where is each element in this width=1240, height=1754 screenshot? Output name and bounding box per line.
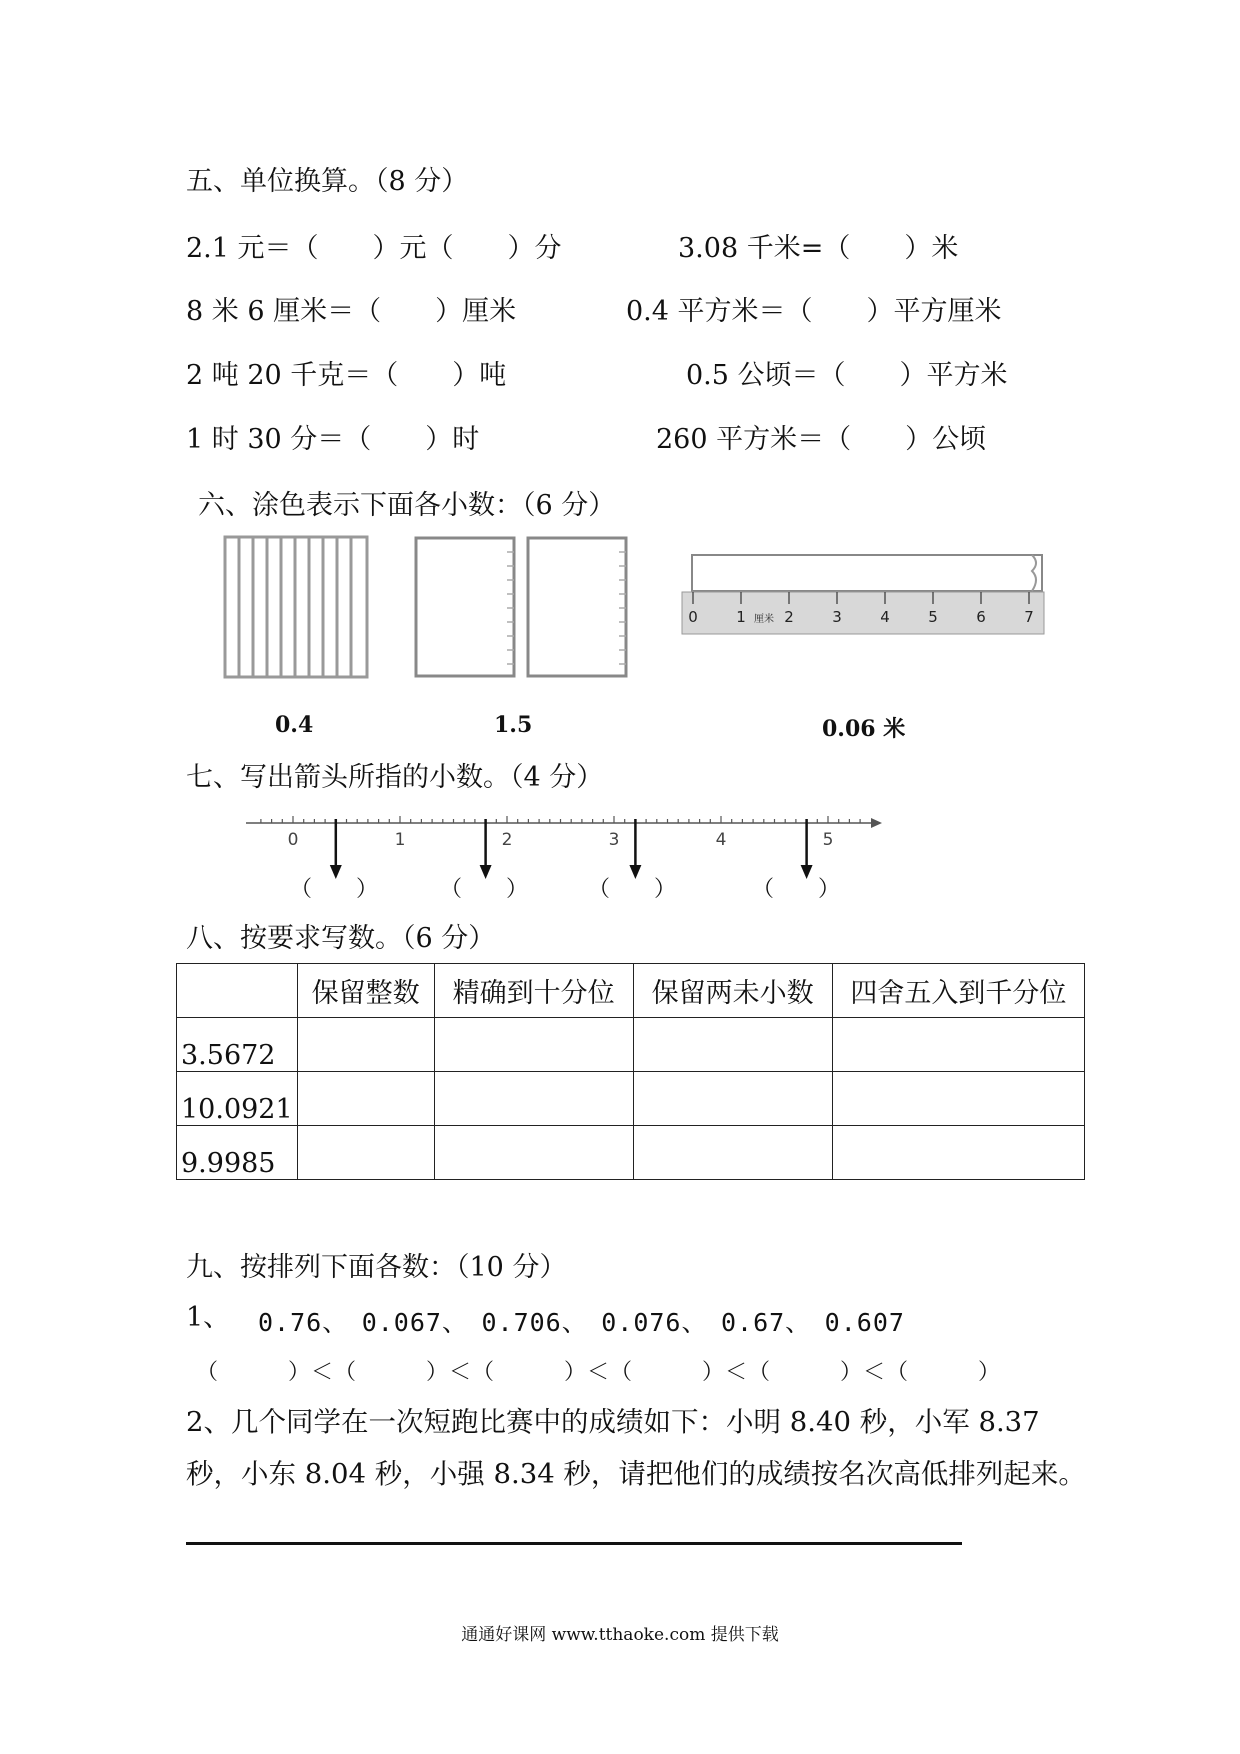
answer-cell[interactable] [434, 1072, 633, 1126]
ruler-figure [680, 554, 1046, 636]
conversion-item-3: 8 米 6 厘米＝（ ）厘米 [186, 296, 517, 327]
number-line-label-2: 2 [501, 830, 513, 850]
square-pair-figure [415, 536, 637, 678]
q2-text-line2: 秒，小东 8.04 秒，小强 8.34 秒，请把他们的成绩按名次高低排列起来。 [186, 1458, 1086, 1490]
axis-arrowhead [871, 818, 882, 828]
section8-heading: 八、按要求写数。（6 分） [186, 923, 496, 954]
answer-cell[interactable] [633, 1126, 832, 1180]
ruler-unit: 厘米 [754, 614, 774, 625]
footer-text: 通通好课网 www.tthaoke.com 提供下载 [461, 1625, 779, 1645]
section9-heading: 九、按排列下面各数：（10 分） [186, 1252, 567, 1283]
answer-cell[interactable] [297, 1018, 434, 1072]
answer-cell[interactable] [434, 1018, 633, 1072]
ruler-tick-1: 1 [736, 608, 746, 626]
figure-label-3: 0.06 米 [822, 716, 906, 742]
answer-cell[interactable] [832, 1126, 1084, 1180]
number-line-label-0: 0 [287, 830, 299, 850]
rounding-table [176, 963, 1085, 1180]
conversion-item-1: 2.1 元＝（ ）元（ ）分 [186, 233, 562, 264]
answer-cell[interactable] [633, 1018, 832, 1072]
q1-answer-blanks: （ ）＜（ ）＜（ ）＜（ ）＜（ ）＜（ ） [196, 1360, 1002, 1385]
ruler-tick-2: 2 [784, 608, 794, 626]
table-header-cell [177, 964, 298, 1018]
q1-label: 1、 [186, 1302, 231, 1333]
conversion-item-8: 260 平方米＝（ ）公顷 [656, 424, 987, 455]
number-line-label-3: 3 [608, 830, 620, 850]
conversion-item-6: 0.5 公顷＝（ ）平方米 [686, 360, 1008, 391]
ruler-tick-3: 3 [832, 608, 842, 626]
answer-cell[interactable] [297, 1126, 434, 1180]
ruler-tick-6: 6 [976, 608, 986, 626]
ruler-tick-5: 5 [928, 608, 938, 626]
ruler-tick-7: 7 [1024, 608, 1034, 626]
arrow-answer-blank-2: （ ） [440, 877, 529, 902]
answer-line[interactable] [186, 1542, 962, 1545]
section5-heading: 五、单位换算。（8 分） [186, 166, 469, 197]
answer-cell[interactable] [832, 1018, 1084, 1072]
row-number: 9.9985 [177, 1126, 298, 1180]
row-number: 3.5672 [177, 1018, 298, 1072]
q2-text-line1: 2、几个同学在一次短跑比赛中的成绩如下：小明 8.40 秒，小军 8.37 [186, 1406, 1040, 1438]
conversion-item-4: 0.4 平方米＝（ ）平方厘米 [626, 296, 1002, 327]
section6-heading: 六、涂色表示下面各小数：（6 分） [198, 490, 616, 521]
table-header-cell: 保留两未小数 [633, 964, 832, 1018]
ruler-tick-0: 0 [688, 608, 698, 626]
tenths-strip-figure [224, 536, 369, 678]
table-row [177, 1126, 1085, 1180]
table-header-cell: 四舍五入到千分位 [832, 964, 1084, 1018]
arrow-answer-blank-4: （ ） [752, 877, 841, 902]
table-header-row [177, 964, 1085, 1018]
ruler-tick-4: 4 [880, 608, 890, 626]
table-row [177, 1072, 1085, 1126]
answer-cell[interactable] [434, 1126, 633, 1180]
section7-heading: 七、写出箭头所指的小数。（4 分） [186, 762, 604, 793]
figure-label-1: 0.4 [275, 712, 314, 738]
number-line-label-1: 1 [394, 830, 406, 850]
q1-numbers: 0.76、 0.067、 0.706、 0.076、 0.67、 0.607 [258, 1308, 905, 1337]
number-line-label-5: 5 [822, 830, 834, 850]
arrow-answer-blank-1: （ ） [290, 877, 379, 902]
answer-cell[interactable] [832, 1072, 1084, 1126]
conversion-item-7: 1 时 30 分＝（ ）时 [186, 424, 480, 455]
answer-cell[interactable] [633, 1072, 832, 1126]
table-header-cell: 保留整数 [297, 964, 434, 1018]
figure-label-2: 1.5 [494, 712, 533, 738]
answer-cell[interactable] [297, 1072, 434, 1126]
arrow-answer-blank-3: （ ） [588, 877, 677, 902]
conversion-item-2: 3.08 千米=（ ）米 [678, 233, 959, 264]
conversion-item-5: 2 吨 20 千克＝（ ）吨 [186, 360, 507, 391]
table-row [177, 1018, 1085, 1072]
row-number: 10.0921 [177, 1072, 298, 1126]
table-header-cell: 精确到十分位 [434, 964, 633, 1018]
number-line-label-4: 4 [715, 830, 727, 850]
